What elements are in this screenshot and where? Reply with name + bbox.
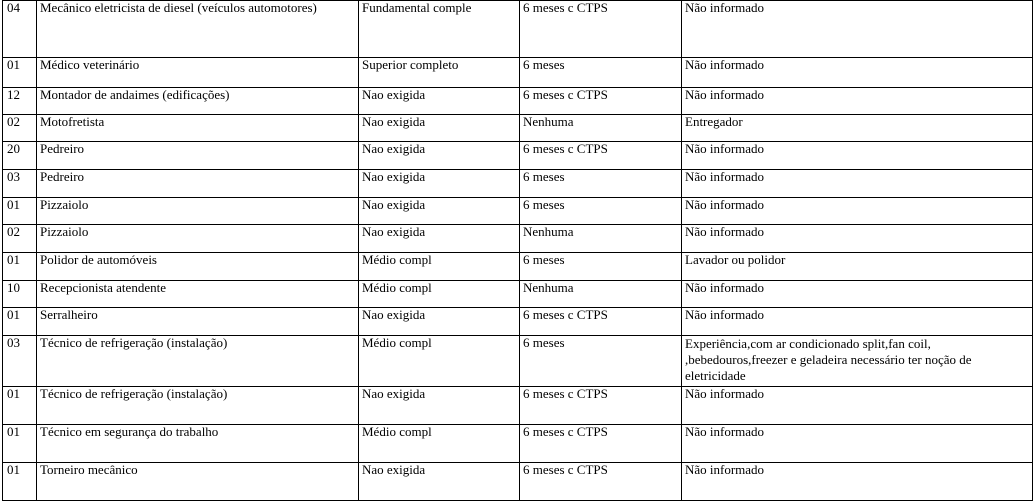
notes: Não informado [682, 425, 1033, 463]
vacancy-count: 04 [3, 1, 37, 58]
notes: Experiência,com ar condicionado split,fan coil, ,bebedouros,freezer e geladeira necessário ter noção de eletricidade [682, 336, 1033, 387]
experience-requirement: 6 meses c CTPS [520, 463, 682, 501]
vacancy-count: 01 [3, 198, 37, 225]
notes: Não informado [682, 198, 1033, 225]
notes: Lavador ou polidor [682, 253, 1033, 281]
education-requirement: Médio compl [359, 253, 520, 281]
notes: Não informado [682, 142, 1033, 170]
education-requirement: Médio compl [359, 336, 520, 387]
education-requirement: Médio compl [359, 281, 520, 308]
experience-requirement: 6 meses c CTPS [520, 88, 682, 115]
table-row [3, 463, 1033, 501]
education-requirement: Nao exigida [359, 88, 520, 115]
education-requirement: Nao exigida [359, 463, 520, 501]
vacancy-count: 01 [3, 58, 37, 88]
vacancy-count: 01 [3, 463, 37, 501]
experience-requirement: 6 meses [520, 336, 682, 387]
vacancy-count: 10 [3, 281, 37, 308]
occupation: Montador de andaimes (edificações) [37, 88, 359, 115]
table-row [3, 170, 1033, 198]
vacancy-count: 03 [3, 170, 37, 198]
education-requirement: Nao exigida [359, 308, 520, 336]
vacancy-count: 03 [3, 336, 37, 387]
experience-requirement: 6 meses [520, 253, 682, 281]
occupation: Polidor de automóveis [37, 253, 359, 281]
education-requirement: Nao exigida [359, 142, 520, 170]
notes: Não informado [682, 225, 1033, 253]
table-row [3, 225, 1033, 253]
vacancy-count: 12 [3, 88, 37, 115]
occupation: Técnico em segurança do trabalho [37, 425, 359, 463]
occupation: Pizzaiolo [37, 198, 359, 225]
education-requirement: Nao exigida [359, 170, 520, 198]
table-row [3, 142, 1033, 170]
table-row [3, 253, 1033, 281]
notes: Não informado [682, 1, 1033, 58]
education-requirement: Nao exigida [359, 225, 520, 253]
vacancy-count: 01 [3, 425, 37, 463]
notes: Não informado [682, 281, 1033, 308]
occupation: Técnico de refrigeração (instalação) [37, 336, 359, 387]
experience-requirement: Nenhuma [520, 115, 682, 142]
notes: Não informado [682, 308, 1033, 336]
occupation: Motofretista [37, 115, 359, 142]
table-row [3, 308, 1033, 336]
vacancy-count: 01 [3, 387, 37, 425]
experience-requirement: 6 meses c CTPS [520, 1, 682, 58]
vacancy-count: 01 [3, 253, 37, 281]
occupation: Médico veterinário [37, 58, 359, 88]
education-requirement: Fundamental comple [359, 1, 520, 58]
table-row [3, 387, 1033, 425]
table-row [3, 88, 1033, 115]
notes: Não informado [682, 58, 1033, 88]
notes: Entregador [682, 115, 1033, 142]
occupation: Pizzaiolo [37, 225, 359, 253]
occupation: Recepcionista atendente [37, 281, 359, 308]
experience-requirement: 6 meses [520, 58, 682, 88]
education-requirement: Nao exigida [359, 115, 520, 142]
experience-requirement: 6 meses c CTPS [520, 308, 682, 336]
table-row [3, 336, 1033, 387]
experience-requirement: 6 meses [520, 170, 682, 198]
vacancy-count: 02 [3, 225, 37, 253]
occupation: Mecânico eletricista de diesel (veículos automotores) [37, 1, 359, 58]
notes: Não informado [682, 387, 1033, 425]
experience-requirement: 6 meses c CTPS [520, 387, 682, 425]
notes: Não informado [682, 170, 1033, 198]
occupation: Torneiro mecânico [37, 463, 359, 501]
education-requirement: Nao exigida [359, 387, 520, 425]
notes: Não informado [682, 88, 1033, 115]
education-requirement: Nao exigida [359, 198, 520, 225]
education-requirement: Superior completo [359, 58, 520, 88]
table-row [3, 58, 1033, 88]
notes: Não informado [682, 463, 1033, 501]
experience-requirement: 6 meses c CTPS [520, 425, 682, 463]
table-row [3, 1, 1033, 58]
job-vacancies-table [2, 0, 1033, 501]
occupation: Técnico de refrigeração (instalação) [37, 387, 359, 425]
table-row [3, 425, 1033, 463]
experience-requirement: 6 meses c CTPS [520, 142, 682, 170]
vacancy-count: 20 [3, 142, 37, 170]
vacancy-count: 02 [3, 115, 37, 142]
occupation: Serralheiro [37, 308, 359, 336]
experience-requirement: 6 meses [520, 198, 682, 225]
vacancy-count: 01 [3, 308, 37, 336]
experience-requirement: Nenhuma [520, 281, 682, 308]
occupation: Pedreiro [37, 170, 359, 198]
experience-requirement: Nenhuma [520, 225, 682, 253]
table-row [3, 198, 1033, 225]
table-row [3, 281, 1033, 308]
education-requirement: Médio compl [359, 425, 520, 463]
table-row [3, 115, 1033, 142]
occupation: Pedreiro [37, 142, 359, 170]
